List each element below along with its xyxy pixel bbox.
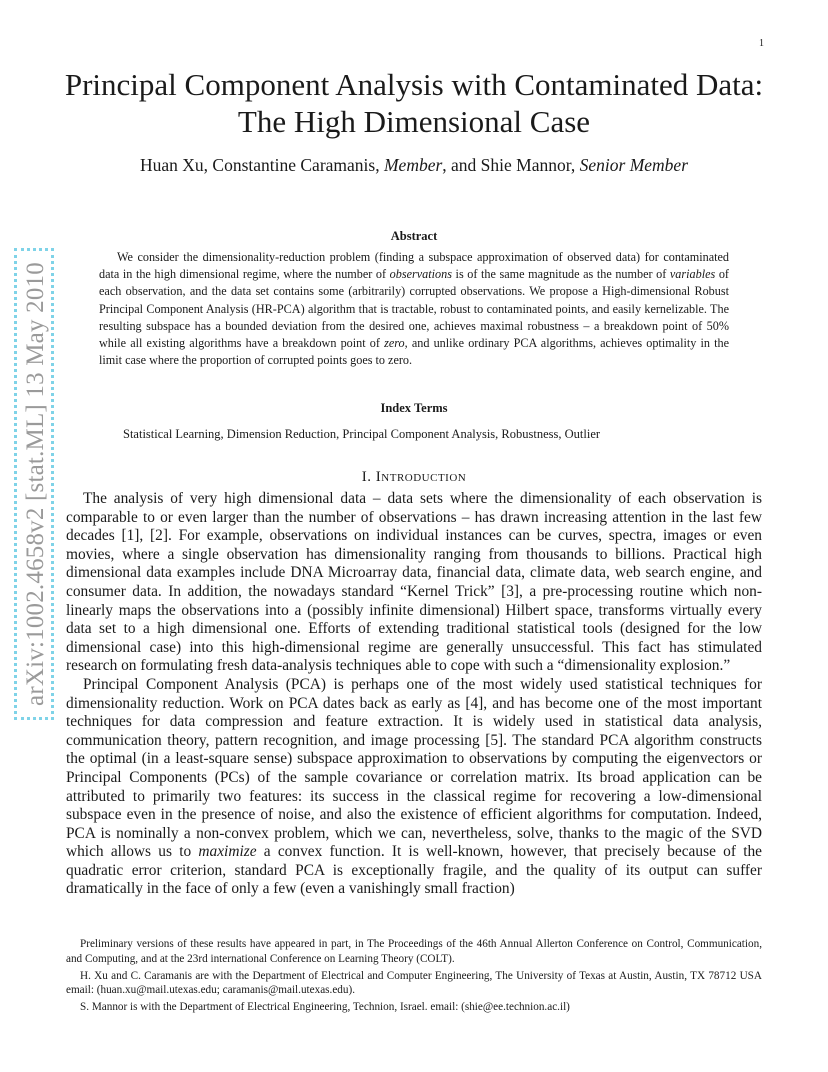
intro-p2-text-b: a convex function. It is well-known, however, that precisely because of the quadratic error criterion, standard PCA is exceptionally fragile, and the quality of its output can suffer dramatically in the face of only a few (even a vanishingly small fraction): [66, 843, 763, 898]
abstract-emphasis-2: variables: [669, 267, 716, 282]
index-terms-heading: Index Terms: [380, 401, 448, 415]
abstract-body: [99, 249, 729, 369]
footnote-3: S. Mannor is with the Department of Electrical Engineering, Technion, Israel. email: (shie@ee.technion.ac.il): [80, 1001, 570, 1014]
section-title: Introduction: [375, 469, 467, 485]
intro-paragraph-1: The analysis of very high dimensional data – data sets where the dimensionality of each observation is comparable to or even larger than the number of observations – has drawn increasing attention in the last few decades [1], [2]. For example, observations on individual instances can be curves, spectra, images or even movies, where a single observation has dimensionality ranging from thousands to billions. Practical high dimensional data examples include DNA Microarray data, financial data, climate data, web search engine, and consumer data. In addition, the nowadays standard “Kernel Trick” [3], a pre-processing routine which non-linearly maps the observations into a (possibly infinite dimensional) Hilbert space, transforms virtually every data set to a high dimensional one. Efforts of extending traditional statistical tools (designed for the low dimensional case) into this high-dimensional regime are generally unsuccessful. This fact has stimulated research on formulating fresh data-analysis techniques able to cope with such a “dimensionality explosion.”: [66, 490, 762, 675]
footnote-2: H. Xu and C. Caramanis are with the Department of Electrical and Computer Engineering, The University of Texas at Austin, Austin, TX 78712 USA email: (huan.xu@mail.utexas.edu; caramanis@mail.utexas.edu).: [66, 969, 762, 997]
authors-part-1: Huan Xu, Constantine Caramanis,: [139, 155, 384, 175]
footnote-1: Preliminary versions of these results have appeared in part, in The Proceedings of the 46th Annual Allerton Conference on Control, Communication, and Computing, and at the 23rd international Conference on Learning Theory (COLT).: [66, 938, 762, 965]
arxiv-identifier: arXiv:1002.4658v2 [stat.ML] 13 May 2010: [22, 262, 49, 706]
author-role-1: Member: [383, 155, 443, 175]
abstract-text-4: , and unlike ordinary PCA algorithms, achieves optimality in the limit case where the proportion of corrupted points goes to zero.: [99, 336, 730, 368]
index-terms-text: Statistical Learning, Dimension Reduction, Principal Component Analysis, Robustness, Outlier: [123, 427, 601, 441]
abstract-text-3: of each observation, and the data set contains some (arbitrarily) corrupted observations. We propose a High-dimensional Robust Principal Component Analysis (HR-PCA) algorithm that is tractable, robust to contaminated points, and easily kernelizable. The resulting subspace has a bounded deviation from the desired one, achieves maximal robustness – a breakdown point of 50% while all existing algorithms have a breakdown point of: [99, 267, 729, 351]
section-heading: [0, 469, 828, 486]
page-number: 1: [759, 38, 764, 49]
introduction-body: [66, 490, 762, 899]
authors-part-2: , and Shie Mannor,: [442, 155, 580, 175]
abstract-heading: Abstract: [390, 229, 438, 243]
footnotes: [66, 937, 762, 1017]
section-number: I.: [361, 469, 376, 485]
author-role-2: Senior Member: [579, 155, 689, 175]
paper-title: Principal Component Analysis with Contaminated Data: The High Dimensional Case: [64, 67, 764, 139]
abstract-emphasis-3: zero: [384, 336, 405, 351]
abstract-text-1: We consider the dimensionality-reduction problem (finding a subspace approximation of observed data) for contaminated data in the high dimensional regime, where the number of: [99, 250, 729, 282]
intro-p2-emphasis: maximize: [198, 843, 257, 861]
intro-paragraph-2: [66, 676, 762, 899]
author-list: [60, 155, 768, 176]
abstract-emphasis-1: observations: [389, 267, 452, 282]
intro-p2-text-a: Principal Component Analysis (PCA) is perhaps one of the most widely used statistical techniques for dimensionality reduction. Work on PCA dates back as early as [4], and has become one of the most important techniques for data compression and feature extraction. It is widely used in statistical data analysis, communication theory, pattern recognition, and image processing [5]. The standard PCA algorithm constructs the optimal (in a least-square sense) subspace approximation to observations by computing the eigenvectors or Principal Components (PCs) of the sample covariance or correlation matrix. Its broad application can be attributed to primarily two features: its success in the classical regime for recovering a low-dimensional subspace even in the presence of noise, and also the existence of efficient algorithms for computation. Indeed, PCA is nominally a non-convex problem, which we can, nevertheless, solve, thanks to the magic of the SVD which allows us to: [66, 675, 762, 861]
abstract-text-2: is of the same magnitude as the number of: [451, 267, 670, 282]
